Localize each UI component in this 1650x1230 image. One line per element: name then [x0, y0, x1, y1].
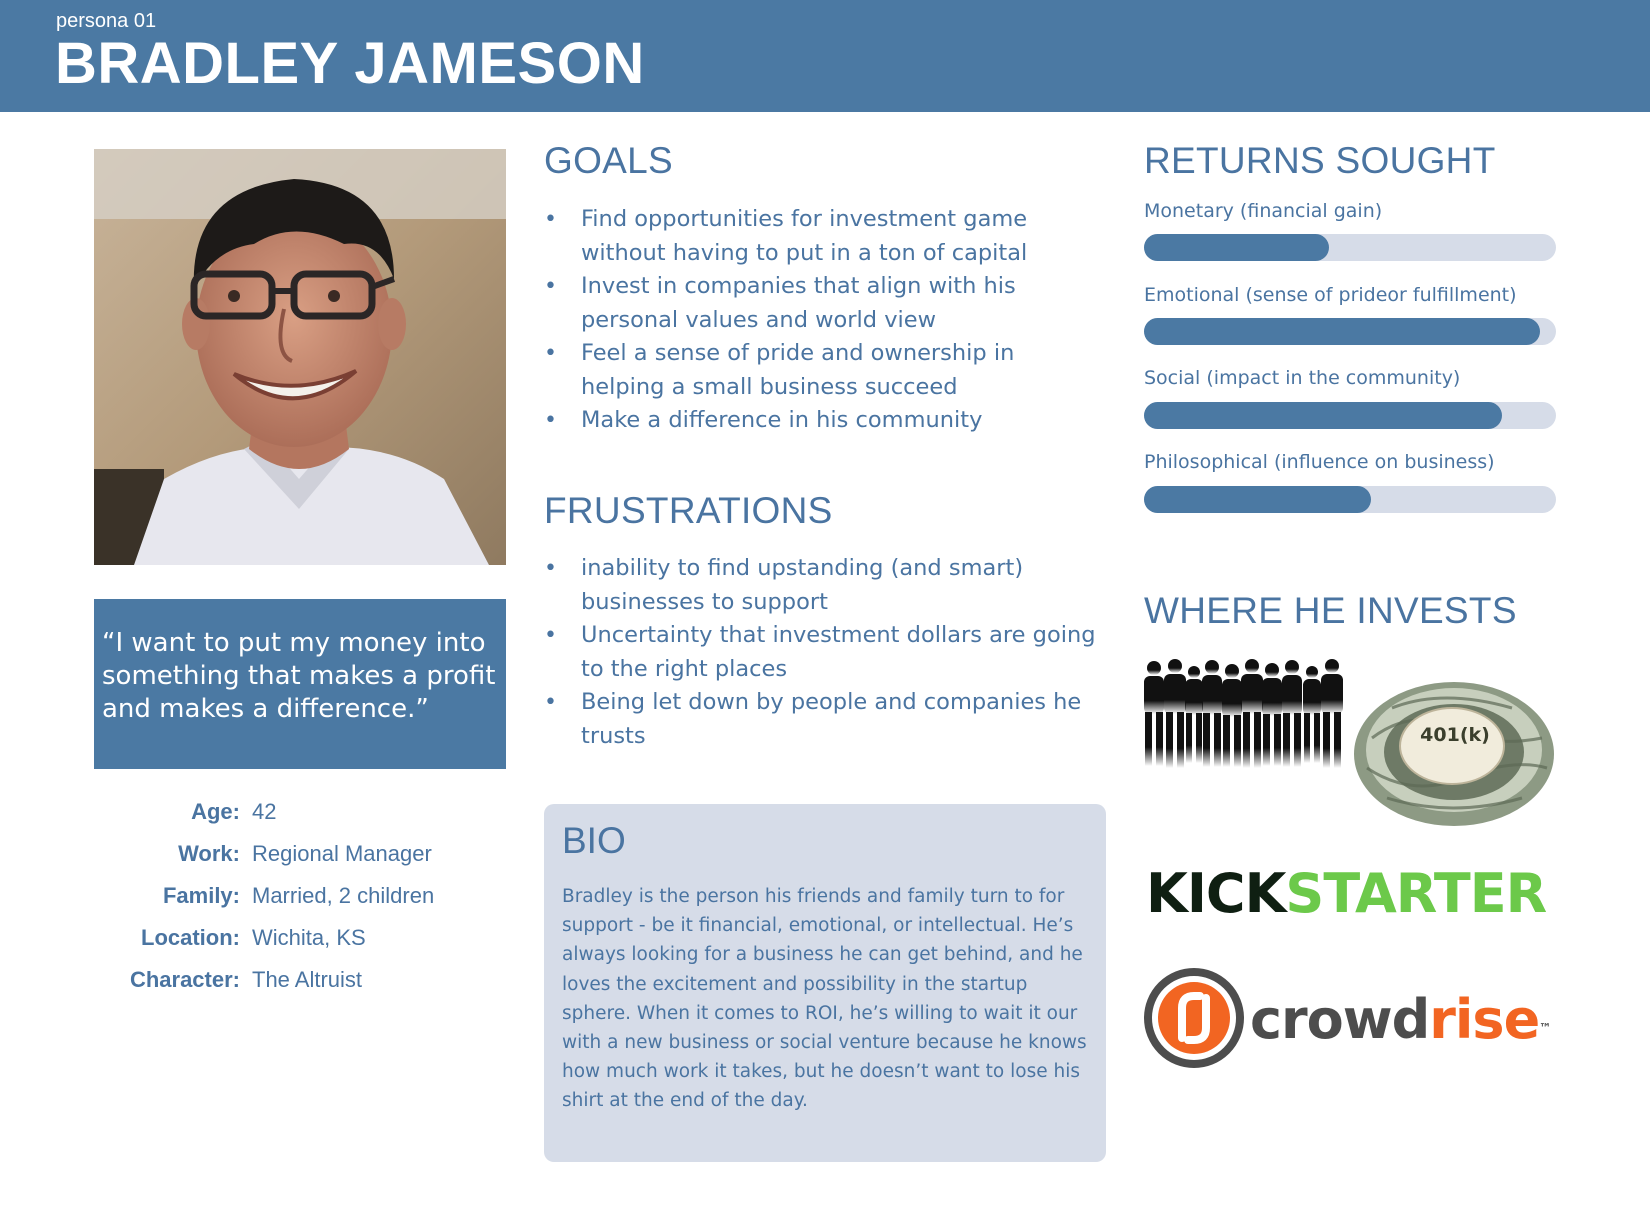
persona-facts [94, 797, 506, 1007]
metric-label-philosophical: Philosophical (influence on business) [1144, 451, 1495, 473]
header-bar [0, 0, 1650, 112]
fact-label: Age: [191, 799, 240, 824]
frustrations-title: FRUSTRATIONS [544, 490, 833, 531]
bar-track-emotional [1144, 318, 1556, 345]
crowd-silhouette-icon [1142, 658, 1352, 782]
bio-panel [544, 804, 1106, 1162]
metric-label-social: Social (impact in the community) [1144, 367, 1461, 389]
bar-fill-social [1144, 402, 1502, 429]
fact-value: The Altruist [252, 967, 363, 992]
fact-value: Regional Manager [252, 841, 432, 866]
crowdrise-logo-part2: rise [1429, 988, 1540, 1051]
goal-item: • Feel a sense of pride and ownership in helping a small business succeed [544, 337, 1104, 404]
persona-photo [94, 149, 506, 565]
crowdrise-logo [1250, 988, 1550, 1058]
fact-value: 42 [252, 799, 277, 824]
bar-fill-monetary [1144, 234, 1329, 261]
bar-track-monetary [1144, 234, 1556, 261]
fact-value: Wichita, KS [252, 925, 366, 950]
bar-fill-emotional [1144, 318, 1540, 345]
goal-item: • Make a difference in his community [544, 404, 1104, 438]
kickstarter-logo [1146, 864, 1558, 924]
fact-row-work [94, 839, 506, 881]
invests-title: WHERE HE INVESTS [1144, 590, 1517, 631]
bio-title: BIO [562, 820, 626, 861]
goal-item: • Find opportunities for investment game without having to put in a ton of capital [544, 203, 1104, 270]
fact-label: Character: [129, 967, 240, 992]
fact-row-location [94, 923, 506, 965]
fact-label: Family: [162, 883, 240, 908]
nest-egg-icon [1352, 668, 1557, 830]
bar-track-philosophical [1144, 486, 1556, 513]
goals-title: GOALS [544, 140, 673, 181]
goals-list [544, 203, 1104, 438]
fact-label: Work: [178, 841, 240, 866]
metric-label-monetary: Monetary (financial gain) [1144, 200, 1383, 222]
persona-label: persona 01 [56, 10, 157, 32]
fact-row-character [94, 965, 506, 1007]
crowdrise-trademark: ™ [1539, 1021, 1551, 1035]
fact-row-family [94, 881, 506, 923]
goal-item: • Invest in companies that align with his personal values and world view [544, 270, 1104, 337]
kickstarter-logo-part2: STARTER [1285, 862, 1547, 925]
metric-label-emotional: Emotional (sense of prideor fulfillment) [1144, 284, 1517, 306]
kickstarter-logo-part1: KICK [1146, 862, 1286, 925]
fact-row-age [94, 797, 506, 839]
fact-label: Location: [141, 925, 240, 950]
fact-value: Married, 2 children [252, 883, 435, 908]
crowdrise-logo-part1: crowd [1250, 988, 1430, 1051]
frustration-item: • inability to find upstanding (and smart) businesses to support [544, 552, 1104, 619]
crowdrise-mark-icon [1144, 968, 1244, 1068]
bar-track-social [1144, 402, 1556, 429]
returns-title: RETURNS SOUGHT [1144, 140, 1496, 181]
frustration-item: • Being let down by people and companies he trusts [544, 686, 1104, 753]
persona-quote: “I want to put my money into something that makes a profit and makes a difference.” [102, 628, 496, 724]
quote-box [94, 599, 506, 769]
bar-fill-philosophical [1144, 486, 1371, 513]
bio-text: Bradley is the person his friends and family turn to for support - be it financial, emotional, or intellectual. He’s always looking for a business he can get behind, and he loves the excitement and possibility in the startup sphere. When it comes to ROI, he’s willing to wait it our with a new business or social venture because he knows how much work it takes, but he doesn’t want to lose his shirt at the end of the day. [562, 886, 1087, 1112]
frustration-item: • Uncertainty that investment dollars are going to the right places [544, 619, 1104, 686]
persona-name: BRADLEY JAMESON [55, 31, 645, 96]
nest-egg-label: 401(k) [1420, 724, 1490, 746]
frustrations-list [544, 552, 1104, 753]
